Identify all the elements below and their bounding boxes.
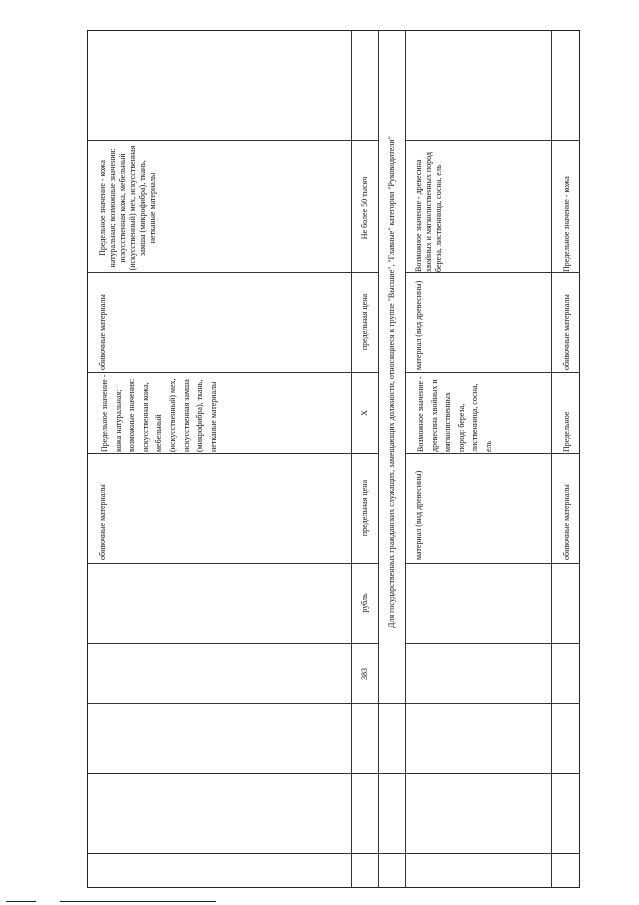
column-divider xyxy=(351,272,378,273)
column-divider xyxy=(351,643,378,644)
price-label: предельная цена xyxy=(360,479,369,537)
column-divider xyxy=(87,140,351,141)
column-divider xyxy=(405,453,580,454)
section-header: Для государственных гражданских служащих, замещающих должности, относящиеся к группе "Высшие", "Главные" категории "Руководители" xyxy=(387,136,396,628)
limit-value: Не более 50 тысяч xyxy=(360,176,369,240)
column-divider xyxy=(87,773,580,774)
x-mark: Х xyxy=(360,410,369,416)
column-divider xyxy=(87,853,580,854)
code-value: 383 xyxy=(360,668,369,680)
column-divider xyxy=(351,453,378,454)
column-divider xyxy=(405,372,580,373)
column-divider xyxy=(87,453,351,454)
unit-label: рубль xyxy=(360,593,369,613)
material-label: материал (вид древесины) xyxy=(414,470,423,560)
cell-value2: Предельное значение - кожа натуральная; возможные значения: искусственная кожа, мебельный (искусственный) мех, искусственная замша (микрофибра), ткань, нетканые материалы xyxy=(98,145,157,271)
column-divider xyxy=(405,272,580,273)
column-divider xyxy=(405,643,580,644)
row-d-value2: Предельное значение - кожа xyxy=(562,176,571,272)
material-value2: Возможное значение - древесина хвойных и мягколиственных пород береза, лиственница, сосна, ель xyxy=(414,152,443,272)
column-divider xyxy=(87,272,351,273)
material-value: Возможное значение - древесина хвойных и мягколиственных пород: береза, лиственница, сосна, ель xyxy=(416,376,493,452)
row-d-value: Предельное xyxy=(562,411,571,452)
cell-value: Предельное значение - кожа натуральная; возможные значения: искусственная кожа, мебельный (искусственный) мех, искусственная замша (микрофибра), ткань, нетканые материалы xyxy=(100,374,218,452)
column-divider xyxy=(87,563,351,564)
row-d-desc2: обивочные материалы xyxy=(562,294,571,370)
column-divider xyxy=(87,372,351,373)
column-divider xyxy=(87,643,351,644)
row-divider xyxy=(405,30,406,888)
row-divider xyxy=(551,30,552,888)
column-divider xyxy=(351,140,378,141)
column-divider xyxy=(405,140,580,141)
table-frame xyxy=(87,30,580,888)
row-divider xyxy=(351,30,352,888)
column-divider xyxy=(351,372,378,373)
cell-desc: обивочные материалы xyxy=(98,484,107,560)
footnote-separator xyxy=(6,901,36,902)
row-d-desc: обивочные материалы xyxy=(562,484,571,560)
footnote-separator xyxy=(60,901,216,902)
column-divider xyxy=(87,703,580,704)
material-label2: материал (вид древесины) xyxy=(414,280,423,370)
column-divider xyxy=(405,563,580,564)
row-divider xyxy=(378,30,379,888)
cell-desc2: обивочные материалы xyxy=(98,294,107,370)
price-label2: предельная цена xyxy=(360,293,369,351)
